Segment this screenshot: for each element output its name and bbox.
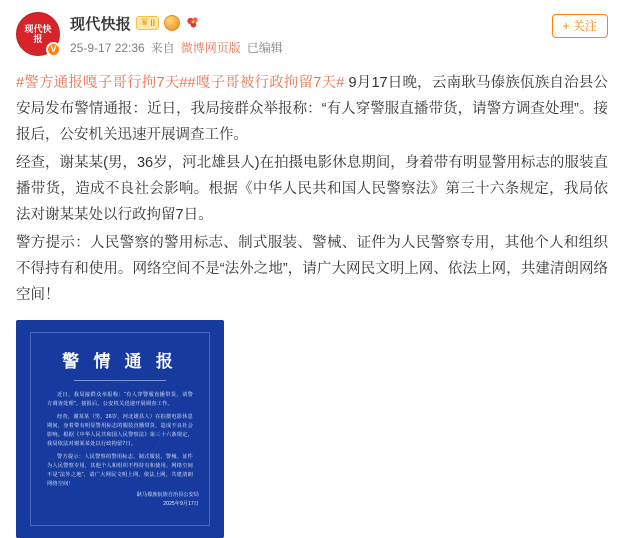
- topic-link-1[interactable]: #警方通报嘎子哥行拘7天#: [16, 75, 188, 91]
- avatar[interactable]: [16, 12, 60, 56]
- post-header-main: [70, 12, 608, 56]
- notice-paragraph: 近日，我局接群众举报称：“有人穿警服直播带货，请警方调查处理”。接报后，公安机关迅速开展调查工作。: [47, 392, 193, 407]
- post-header: [16, 12, 608, 56]
- notice-signature-date: 2025年9月17日: [163, 501, 199, 507]
- notice-frame: [30, 332, 210, 526]
- post-image-notice[interactable]: [16, 320, 224, 538]
- notice-paragraph: 警方提示：人民警察的警用标志、制式服装、警械、证件为人民警察专用，其他个人和组织不得持有和使用。网络空间不是“法外之地”，请广大网民文明上网、依法上网，共建清朗网络空间！: [47, 454, 193, 487]
- post-source-link[interactable]: 微博网页版: [180, 41, 241, 55]
- content-paragraph-2: 经查，谢某某(男，36岁，河北雄县人)在拍摄电影休息期间，身着带有明显警用标志的服装直播带货，造成不良社会影响。根据《中华人民共和国人民警察法》第三十六条规定，我局依法对谢某某处以行政拘留7日。: [16, 155, 608, 223]
- medal-icon[interactable]: [164, 15, 180, 31]
- crown-glyph: ♛: [140, 17, 150, 28]
- member-crown-icon[interactable]: [136, 16, 159, 30]
- post-meta: [70, 39, 608, 56]
- notice-paragraph: 经查，谢某某（男，36岁，河北雄县人）在拍摄电影休息期间，身着带有明显警用标志的服装直播带货，造成不良社会影响。根据《中华人民共和国人民警察法》第三十六条规定，我局依法对谢某某处以行政拘留7日。: [47, 414, 193, 447]
- content-paragraph-1-text: 9月17日晚，云南耿马傣族佤族自治县公安局发布警情通报：近日，我局接群众举报称：“有人穿警服直播带货，请警方调查处理”。接报后，公安机关迅速开展调查工作。: [16, 75, 608, 143]
- verified-badge-icon: V: [46, 42, 61, 57]
- notice-title: 警 情 通 报: [62, 352, 178, 371]
- content-paragraph-3: 警方提示：人民警察的警用标志、制式服装、警械、证件为人民警察专用，其他个人和组织不得持有和使用。网络空间不是“法外之地”，请广大网民文明上网、依法上网，共建清朗网络空间！: [16, 235, 608, 303]
- notice-divider: [74, 380, 166, 381]
- post-edited-label: 已编辑: [246, 41, 283, 55]
- follow-button[interactable]: + 关注: [552, 14, 608, 38]
- notice-signature: [137, 491, 199, 509]
- avatar-label: 现代快报: [24, 24, 52, 44]
- topic-link-2[interactable]: #嘎子哥被行政拘留7天#: [187, 75, 345, 91]
- account-name-row: [70, 13, 608, 33]
- member-level-label: II: [150, 18, 156, 28]
- account-nickname[interactable]: 现代快报: [70, 15, 132, 33]
- post-timestamp[interactable]: 25-9-17 22:36: [70, 40, 145, 55]
- notice-signature-org: 耿马傣族佤族自治县公安局: [136, 492, 199, 498]
- post-content: [16, 70, 608, 308]
- post-source-prefix: 来自: [150, 41, 175, 55]
- flower-icon[interactable]: [185, 15, 201, 31]
- police-emblem-icon: [77, 382, 163, 468]
- content-paragraph-1: [16, 70, 608, 148]
